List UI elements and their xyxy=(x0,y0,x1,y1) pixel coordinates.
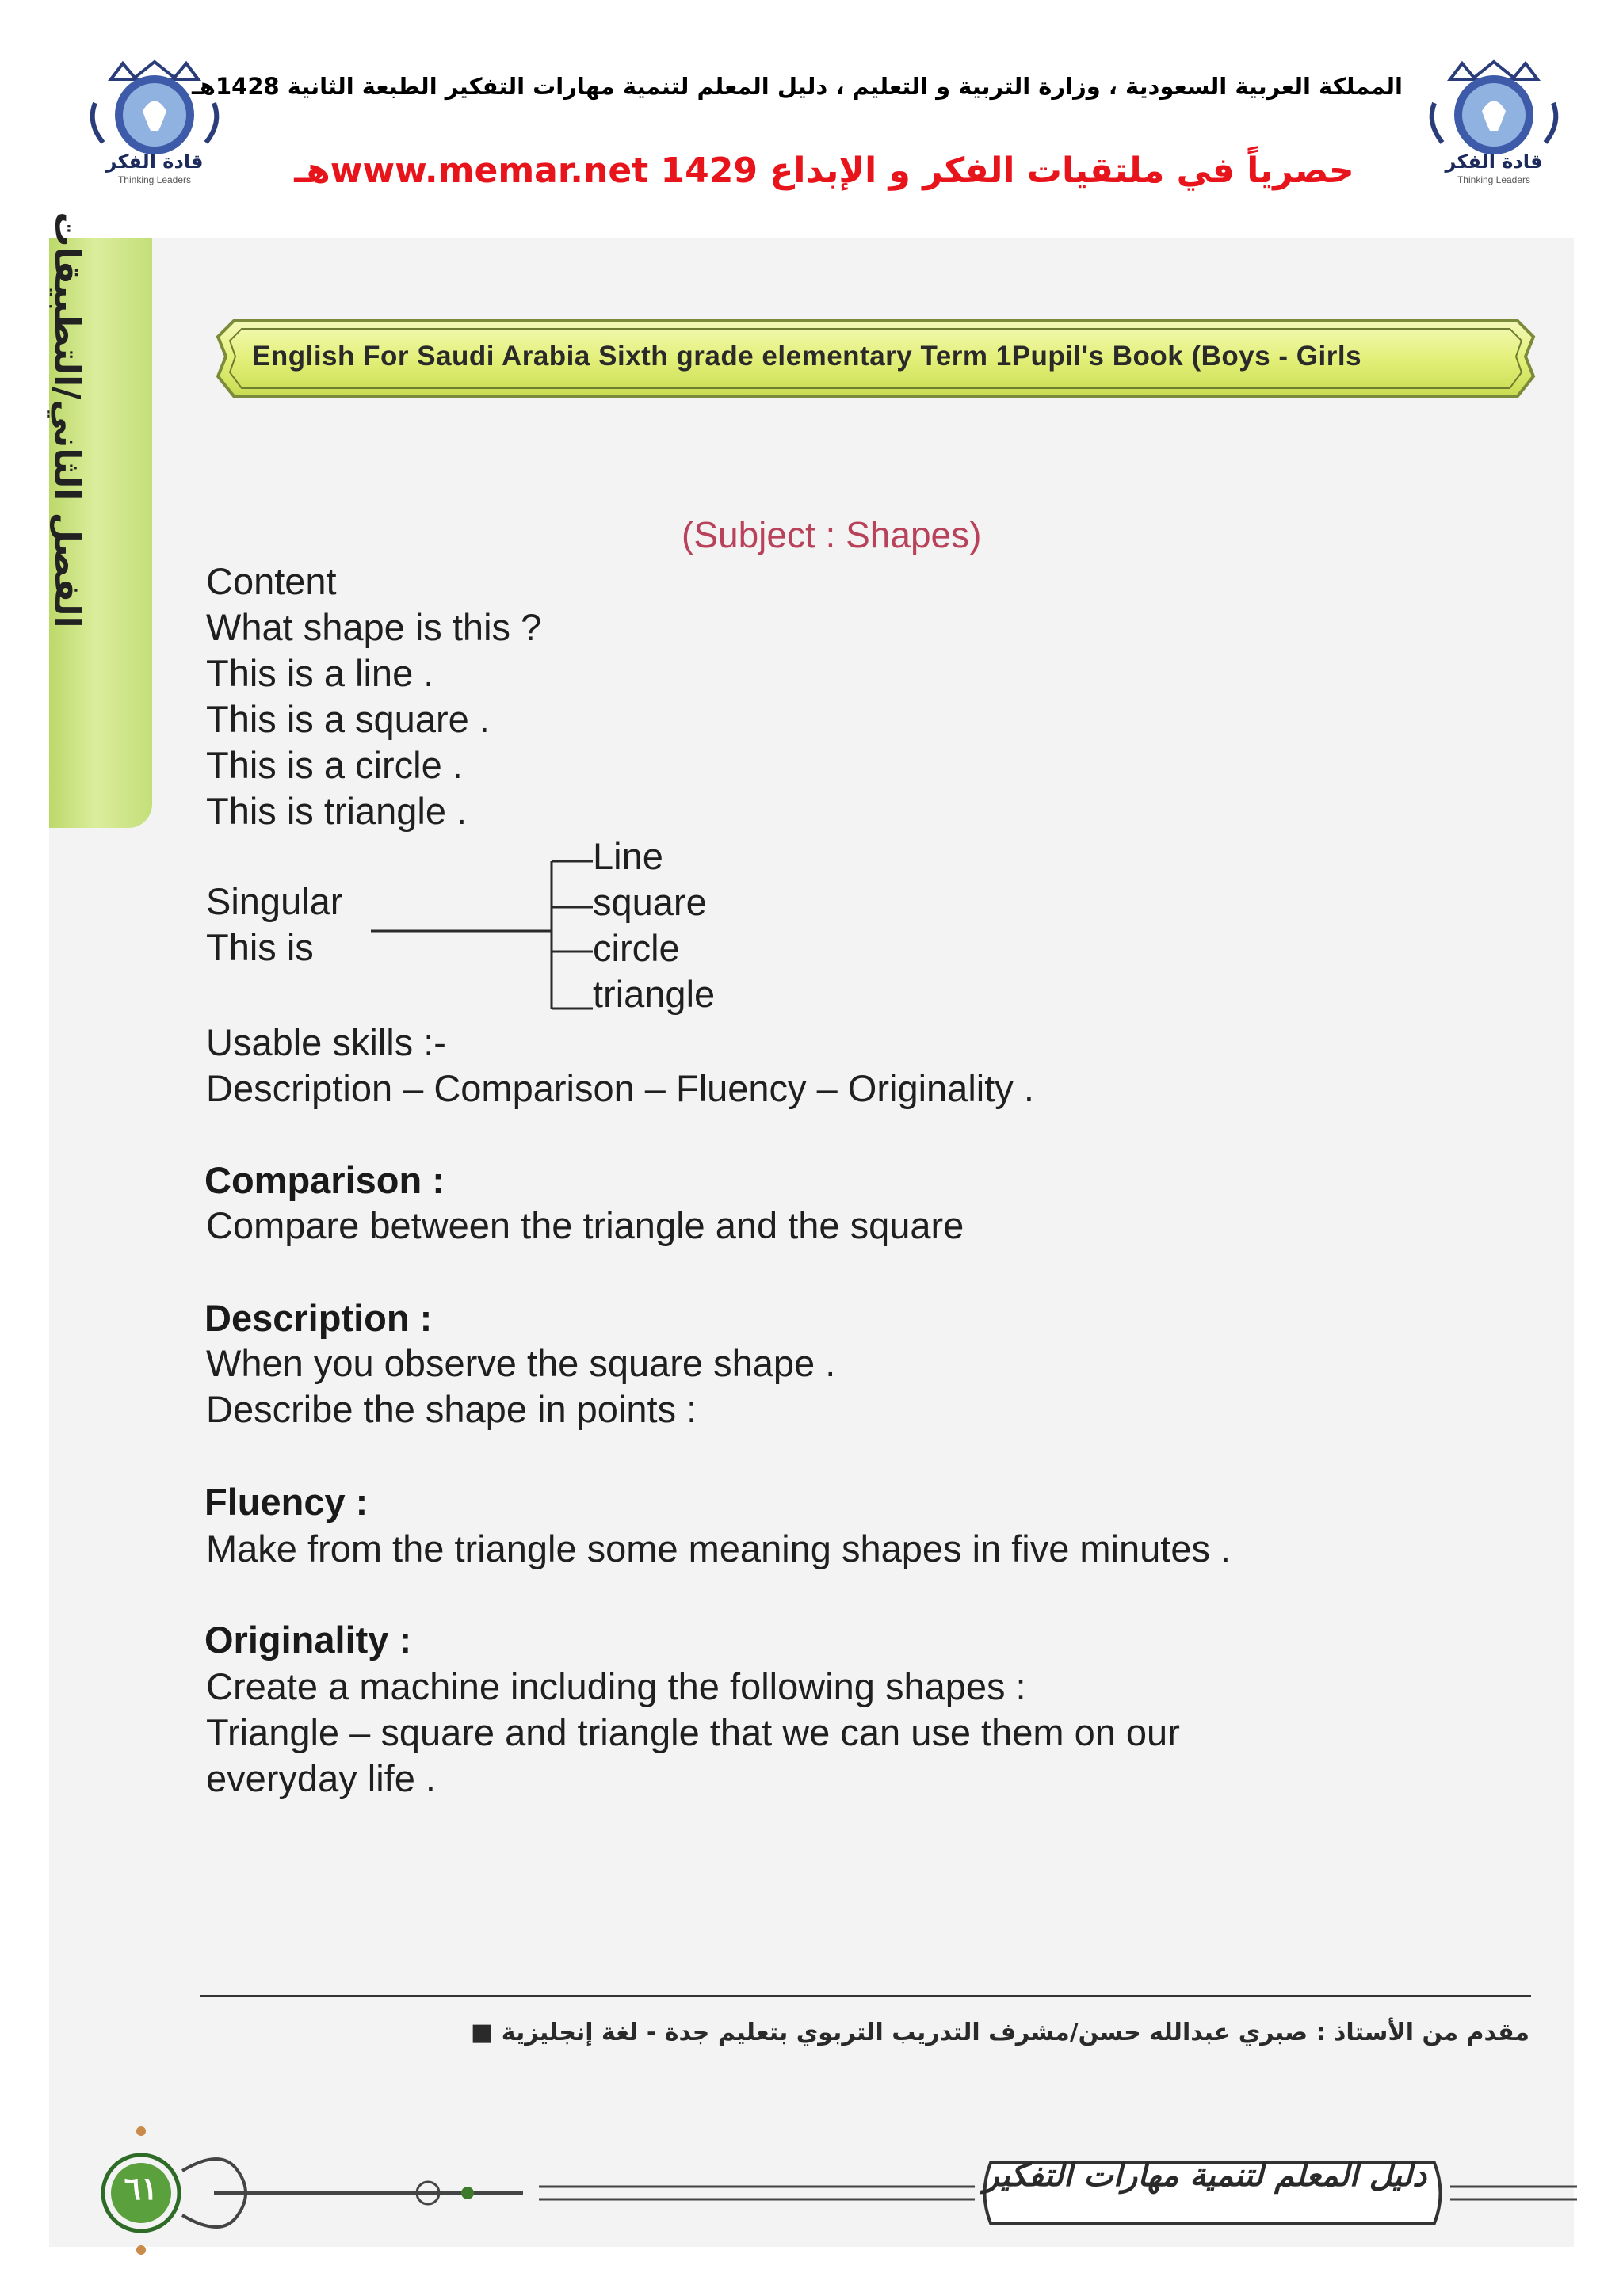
content-question: What shape is this ? xyxy=(206,606,542,648)
content-line: This is a line . xyxy=(206,652,434,694)
footer-rule xyxy=(200,1995,1531,1997)
content-circle: This is a circle . xyxy=(206,744,463,786)
logo-left-emblem xyxy=(79,55,230,158)
comparison-text: Compare between the triangle and the square xyxy=(206,1204,964,1246)
logo-right-label: قادة الفكر xyxy=(1445,151,1543,173)
diagram-left-singular: Singular xyxy=(206,880,343,922)
description-text-1: When you observe the square shape . xyxy=(206,1342,836,1384)
originality-heading: Originality : xyxy=(204,1619,412,1661)
logo-left-label: قادة الفكر xyxy=(105,151,204,173)
header-line-1: المملكة العربية السعودية ، وزارة التربية و التعليم ، دليل المعلم لتنمية مهارات التفكير الطبعة الثانية 1428هـ xyxy=(191,73,1403,100)
description-heading: Description : xyxy=(204,1297,433,1339)
usable-skills-label: Usable skills :- xyxy=(206,1021,446,1063)
banner-title: English For Saudi Arabia Sixth grade elementary Term 1Pupil's Book (Boys - Girls xyxy=(252,341,1362,372)
diagram-branch-circle: circle xyxy=(593,927,680,969)
logo-right xyxy=(1419,55,1569,198)
originality-text-1: Create a machine including the following shapes : xyxy=(206,1665,1026,1707)
description-text-2: Describe the shape in points : xyxy=(206,1388,697,1430)
footer-author-note: مقدم من الأستاذ : صبري عبدالله حسن/مشرف التدريب التربوي بتعليم جدة - لغة إنجليزية ■ xyxy=(471,2019,1529,2046)
page-number: ٦١ xyxy=(124,2172,158,2206)
subject-title: (Subject : Shapes) xyxy=(682,514,982,555)
fluency-heading: Fluency : xyxy=(204,1481,369,1523)
diagram-left-this-is: This is xyxy=(206,926,314,968)
content-triangle: This is triangle . xyxy=(206,790,468,832)
diagram-branch-triangle: triangle xyxy=(593,973,716,1015)
diagram-connector-lines xyxy=(365,852,602,1026)
content-label: Content xyxy=(206,560,337,602)
usable-skills-list: Description – Comparison – Fluency – Originality . xyxy=(206,1067,1034,1109)
logo-right-emblem xyxy=(1419,55,1569,158)
header-line-2: حصرياً في ملتقيات الفكر و الإبداع www.memar.net 1429هـ xyxy=(294,151,1354,191)
originality-text-2: Triangle – square and triangle that we can use them on our xyxy=(206,1711,1180,1753)
originality-text-3: everyday life . xyxy=(206,1757,436,1799)
logo-right-sublabel: Thinking Leaders xyxy=(1457,174,1531,185)
footer-book-title: دليل المعلم لتنمية مهارات التفكير xyxy=(983,2157,1426,2194)
logo-left-sublabel: Thinking Leaders xyxy=(117,174,192,185)
content-square: This is a square . xyxy=(206,698,490,740)
diagram-branch-square: square xyxy=(593,881,707,923)
comparison-heading: Comparison : xyxy=(204,1159,445,1201)
fluency-text: Make from the triangle some meaning shapes in five minutes . xyxy=(206,1527,1232,1569)
diagram-branch-line: Line xyxy=(593,835,663,877)
chapter-side-tab-label: الفصل الثاني/التطبيقات xyxy=(47,212,87,628)
